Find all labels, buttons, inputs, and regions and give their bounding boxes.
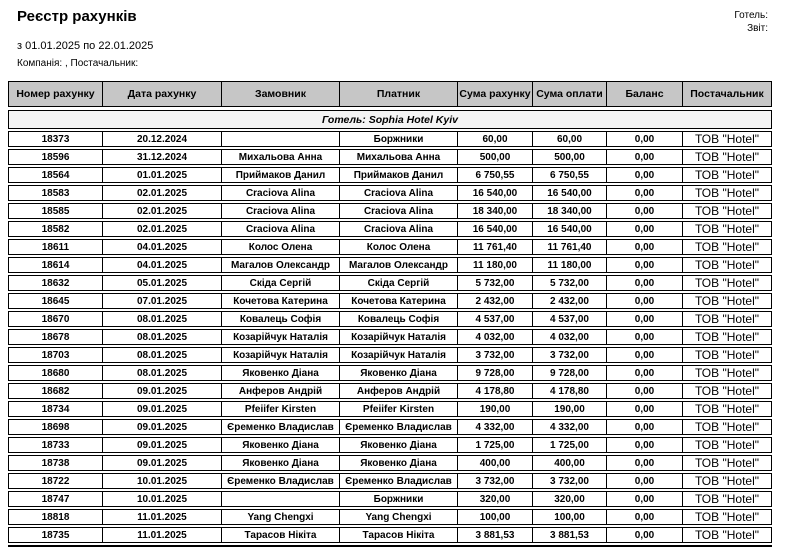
invoice-date-cell: 08.01.2025: [102, 330, 221, 344]
invoice-number-cell: 18645: [41, 295, 70, 307]
invoice-amount-cell: 6 750,55: [457, 168, 532, 182]
payer-cell: Боржники: [339, 492, 457, 506]
payer-cell: Магалов Олександр: [339, 258, 457, 272]
table-row: [8, 293, 772, 309]
payer-cell: Ковалець Софія: [339, 312, 457, 326]
table-row: [8, 329, 772, 345]
balance-cell: 0,00: [606, 330, 682, 344]
table-row: [8, 347, 772, 363]
invoice-date-cell: 11.01.2025: [102, 528, 221, 542]
payer-cell: Pfeiifer Kirsten: [339, 402, 457, 416]
customer-cell: Єременко Владислав: [221, 474, 339, 488]
invoice-number-cell: 18698: [41, 421, 70, 433]
invoice-number-cell: 18582: [41, 223, 70, 235]
invoice-number-cell: 18733: [41, 439, 70, 451]
table-row: [8, 437, 772, 453]
payer-cell: Козарійчук Наталія: [339, 330, 457, 344]
invoice-date-cell: 02.01.2025: [102, 204, 221, 218]
customer-cell: Pfeiifer Kirsten: [221, 402, 339, 416]
table-row: [8, 419, 772, 435]
column-header-supplier: Постачальник: [682, 82, 771, 106]
hotel-group-row: [8, 110, 772, 129]
balance-cell: 0,00: [606, 222, 682, 236]
supplier-cell: ТОВ "Hotel": [682, 474, 771, 488]
customer-cell: Кочетова Катерина: [221, 294, 339, 308]
table-row: [8, 185, 772, 201]
supplier-cell: ТОВ "Hotel": [682, 186, 771, 200]
balance-cell: 0,00: [606, 258, 682, 272]
payer-cell: Craciova Alina: [339, 186, 457, 200]
table-row: [8, 149, 772, 165]
table-row: [8, 401, 772, 417]
supplier-cell: ТОВ "Hotel": [682, 276, 771, 290]
customer-cell: Тарасов Нікіта: [221, 528, 339, 542]
customer-cell: Козарійчук Наталія: [221, 330, 339, 344]
column-header-invoice-number: Номер рахунку: [9, 82, 102, 106]
payer-cell: Приймаков Данил: [339, 168, 457, 182]
customer-cell: Приймаков Данил: [221, 168, 339, 182]
column-header-invoice-date: Дата рахунку: [102, 82, 221, 106]
invoice-number-cell: 18596: [41, 151, 70, 163]
invoice-number-cell: 18614: [41, 259, 70, 271]
supplier-cell: ТОВ "Hotel": [682, 348, 771, 362]
invoice-date-cell: 20.12.2024: [102, 132, 221, 146]
balance-cell: 0,00: [606, 168, 682, 182]
payment-amount-cell: 4 537,00: [532, 312, 606, 326]
column-header-balance: Баланс: [606, 82, 682, 106]
supplier-cell: ТОВ "Hotel": [682, 222, 771, 236]
invoice-number-cell: 18747: [41, 493, 70, 505]
supplier-cell: ТОВ "Hotel": [682, 456, 771, 470]
invoice-amount-cell: 11 761,40: [457, 240, 532, 254]
supplier-cell: ТОВ "Hotel": [682, 330, 771, 344]
payment-amount-cell: 190,00: [532, 402, 606, 416]
column-header-customer: Замовник: [221, 82, 339, 106]
payment-amount-cell: 9 728,00: [532, 366, 606, 380]
table-bottom-border: [8, 545, 772, 547]
table-row: [8, 473, 772, 489]
invoice-amount-cell: 16 540,00: [457, 222, 532, 236]
supplier-cell: ТОВ "Hotel": [682, 438, 771, 452]
payment-amount-cell: 60,00: [532, 132, 606, 146]
supplier-cell: ТОВ "Hotel": [682, 294, 771, 308]
invoice-amount-cell: 3 732,00: [457, 348, 532, 362]
payer-cell: Тарасов Нікіта: [339, 528, 457, 542]
table-row: [8, 311, 772, 327]
payer-cell: Козарійчук Наталія: [339, 348, 457, 362]
supplier-cell: ТОВ "Hotel": [682, 204, 771, 218]
balance-cell: 0,00: [606, 186, 682, 200]
invoice-amount-cell: 4 537,00: [457, 312, 532, 326]
table-row: [8, 383, 772, 399]
invoice-date-cell: 02.01.2025: [102, 222, 221, 236]
invoice-amount-cell: 320,00: [457, 492, 532, 506]
invoice-amount-cell: 100,00: [457, 510, 532, 524]
table-row: [8, 239, 772, 255]
table-row: [8, 131, 772, 147]
invoice-date-cell: 05.01.2025: [102, 276, 221, 290]
invoice-date-cell: 04.01.2025: [102, 258, 221, 272]
invoice-date-cell: 02.01.2025: [102, 186, 221, 200]
payment-amount-cell: 500,00: [532, 150, 606, 164]
top-right-labels: [734, 9, 768, 35]
invoice-amount-cell: 11 180,00: [457, 258, 532, 272]
payment-amount-cell: 4 178,80: [532, 384, 606, 398]
invoice-amount-cell: 4 032,00: [457, 330, 532, 344]
supplier-cell: ТОВ "Hotel": [682, 402, 771, 416]
customer-cell: Craciova Alina: [221, 222, 339, 236]
payment-amount-cell: 11 180,00: [532, 258, 606, 272]
column-header-invoice-amount: Сума рахунку: [457, 82, 532, 106]
column-header-payer: Платник: [339, 82, 457, 106]
payer-cell: Кочетова Катерина: [339, 294, 457, 308]
payment-amount-cell: 6 750,55: [532, 168, 606, 182]
invoice-amount-cell: 18 340,00: [457, 204, 532, 218]
hotel-group-header: Готель: Sophia Hotel Kyiv: [322, 113, 458, 126]
customer-cell: Єременко Владислав: [221, 420, 339, 434]
payment-amount-cell: 100,00: [532, 510, 606, 524]
table-body: [8, 131, 772, 543]
balance-cell: 0,00: [606, 402, 682, 416]
invoice-amount-cell: 2 432,00: [457, 294, 532, 308]
payer-cell: Єременко Владислав: [339, 474, 457, 488]
supplier-cell: ТОВ "Hotel": [682, 168, 771, 182]
payment-amount-cell: 4 332,00: [532, 420, 606, 434]
invoice-number-cell: 18373: [41, 133, 70, 145]
balance-cell: 0,00: [606, 474, 682, 488]
invoice-table: [8, 81, 772, 547]
payment-amount-cell: 400,00: [532, 456, 606, 470]
balance-cell: 0,00: [606, 492, 682, 506]
customer-cell: Craciova Alina: [221, 204, 339, 218]
invoice-amount-cell: 16 540,00: [457, 186, 532, 200]
customer-cell: Яковенко Діана: [221, 456, 339, 470]
payment-amount-cell: 3 732,00: [532, 474, 606, 488]
balance-cell: 0,00: [606, 456, 682, 470]
invoice-date-cell: 08.01.2025: [102, 366, 221, 380]
invoice-number-cell: 18678: [41, 331, 70, 343]
customer-cell: [221, 492, 339, 506]
customer-cell: Козарійчук Наталія: [221, 348, 339, 362]
balance-cell: 0,00: [606, 438, 682, 452]
invoice-date-cell: 10.01.2025: [102, 492, 221, 506]
report-label: Звіт:: [747, 23, 768, 34]
invoice-number-cell: 18583: [41, 187, 70, 199]
payer-cell: Анферов Андрій: [339, 384, 457, 398]
customer-cell: Ковалець Софія: [221, 312, 339, 326]
invoice-number-cell: 18818: [41, 511, 70, 523]
table-row: [8, 527, 772, 543]
payer-cell: Yang Chengxi: [339, 510, 457, 524]
invoice-number-cell: 18682: [41, 385, 70, 397]
payment-amount-cell: 3 732,00: [532, 348, 606, 362]
balance-cell: 0,00: [606, 294, 682, 308]
hotel-label: Готель:: [734, 10, 768, 21]
customer-cell: [221, 132, 339, 146]
invoice-date-cell: 08.01.2025: [102, 348, 221, 362]
invoice-number-cell: 18722: [41, 475, 70, 487]
payer-cell: Яковенко Діана: [339, 456, 457, 470]
invoice-amount-cell: 500,00: [457, 150, 532, 164]
payer-cell: Яковенко Діана: [339, 438, 457, 452]
supplier-cell: ТОВ "Hotel": [682, 492, 771, 506]
customer-cell: Скіда Сергій: [221, 276, 339, 290]
invoice-number-cell: 18734: [41, 403, 70, 415]
payment-amount-cell: 4 032,00: [532, 330, 606, 344]
supplier-cell: ТОВ "Hotel": [682, 132, 771, 146]
payment-amount-cell: 18 340,00: [532, 204, 606, 218]
invoice-amount-cell: 60,00: [457, 132, 532, 146]
invoice-date-cell: 31.12.2024: [102, 150, 221, 164]
customer-cell: Yang Chengxi: [221, 510, 339, 524]
invoice-number-cell: 18738: [41, 457, 70, 469]
invoice-number-cell: 18585: [41, 205, 70, 217]
balance-cell: 0,00: [606, 150, 682, 164]
invoice-date-cell: 09.01.2025: [102, 384, 221, 398]
balance-cell: 0,00: [606, 366, 682, 380]
payer-cell: Craciova Alina: [339, 204, 457, 218]
supplier-cell: ТОВ "Hotel": [682, 258, 771, 272]
invoice-date-cell: 08.01.2025: [102, 312, 221, 326]
payment-amount-cell: 320,00: [532, 492, 606, 506]
balance-cell: 0,00: [606, 204, 682, 218]
payment-amount-cell: 3 881,53: [532, 528, 606, 542]
customer-cell: Анферов Андрій: [221, 384, 339, 398]
invoice-amount-cell: 9 728,00: [457, 366, 532, 380]
payment-amount-cell: 5 732,00: [532, 276, 606, 290]
invoice-date-cell: 10.01.2025: [102, 474, 221, 488]
customer-cell: Яковенко Діана: [221, 438, 339, 452]
invoice-number-cell: 18680: [41, 367, 70, 379]
table-row: [8, 275, 772, 291]
table-row: [8, 365, 772, 381]
invoice-date-cell: 01.01.2025: [102, 168, 221, 182]
balance-cell: 0,00: [606, 132, 682, 146]
balance-cell: 0,00: [606, 276, 682, 290]
customer-cell: Яковенко Діана: [221, 366, 339, 380]
customer-cell: Колос Олена: [221, 240, 339, 254]
balance-cell: 0,00: [606, 420, 682, 434]
table-row: [8, 221, 772, 237]
table-row: [8, 491, 772, 507]
supplier-cell: ТОВ "Hotel": [682, 240, 771, 254]
invoice-number-cell: 18611: [41, 241, 70, 253]
table-row: [8, 509, 772, 525]
supplier-cell: ТОВ "Hotel": [682, 510, 771, 524]
invoice-amount-cell: 4 332,00: [457, 420, 532, 434]
balance-cell: 0,00: [606, 510, 682, 524]
invoice-date-cell: 09.01.2025: [102, 456, 221, 470]
invoice-amount-cell: 190,00: [457, 402, 532, 416]
payer-cell: Craciova Alina: [339, 222, 457, 236]
customer-cell: Магалов Олександр: [221, 258, 339, 272]
payment-amount-cell: 2 432,00: [532, 294, 606, 308]
payer-cell: Колос Олена: [339, 240, 457, 254]
supplier-cell: ТОВ "Hotel": [682, 420, 771, 434]
invoice-number-cell: 18703: [41, 349, 70, 361]
table-header-row: [8, 81, 772, 107]
payment-amount-cell: 16 540,00: [532, 186, 606, 200]
table-row: [8, 167, 772, 183]
balance-cell: 0,00: [606, 528, 682, 542]
invoice-amount-cell: 3 881,53: [457, 528, 532, 542]
invoice-amount-cell: 5 732,00: [457, 276, 532, 290]
table-row: [8, 455, 772, 471]
supplier-cell: ТОВ "Hotel": [682, 312, 771, 326]
invoice-date-cell: 09.01.2025: [102, 438, 221, 452]
invoice-amount-cell: 4 178,80: [457, 384, 532, 398]
payer-cell: Скіда Сергій: [339, 276, 457, 290]
table-row: [8, 203, 772, 219]
table-row: [8, 257, 772, 273]
balance-cell: 0,00: [606, 384, 682, 398]
invoice-number-cell: 18735: [41, 529, 70, 541]
customer-cell: Craciova Alina: [221, 186, 339, 200]
invoice-number-cell: 18670: [41, 313, 70, 325]
report-period: з 01.01.2025 по 22.01.2025: [17, 40, 154, 52]
invoice-number-cell: 18564: [41, 169, 70, 181]
payment-amount-cell: 16 540,00: [532, 222, 606, 236]
balance-cell: 0,00: [606, 312, 682, 326]
balance-cell: 0,00: [606, 240, 682, 254]
report-filters: Компанія: , Постачальник:: [17, 58, 139, 69]
invoice-amount-cell: 3 732,00: [457, 474, 532, 488]
column-header-payment-amount: Сума оплати: [532, 82, 606, 106]
payer-cell: Боржники: [339, 132, 457, 146]
invoice-date-cell: 07.01.2025: [102, 294, 221, 308]
invoice-date-cell: 04.01.2025: [102, 240, 221, 254]
payment-amount-cell: 11 761,40: [532, 240, 606, 254]
invoice-date-cell: 09.01.2025: [102, 420, 221, 434]
supplier-cell: ТОВ "Hotel": [682, 150, 771, 164]
invoice-amount-cell: 1 725,00: [457, 438, 532, 452]
page-title: Реєстр рахунків: [17, 8, 137, 25]
invoice-date-cell: 11.01.2025: [102, 510, 221, 524]
balance-cell: 0,00: [606, 348, 682, 362]
payer-cell: Єременко Владислав: [339, 420, 457, 434]
supplier-cell: ТОВ "Hotel": [682, 384, 771, 398]
invoice-date-cell: 09.01.2025: [102, 402, 221, 416]
invoice-number-cell: 18632: [41, 277, 70, 289]
customer-cell: Михальова Анна: [221, 150, 339, 164]
payment-amount-cell: 1 725,00: [532, 438, 606, 452]
invoice-amount-cell: 400,00: [457, 456, 532, 470]
payer-cell: Михальова Анна: [339, 150, 457, 164]
supplier-cell: ТОВ "Hotel": [682, 528, 771, 542]
payer-cell: Яковенко Діана: [339, 366, 457, 380]
supplier-cell: ТОВ "Hotel": [682, 366, 771, 380]
